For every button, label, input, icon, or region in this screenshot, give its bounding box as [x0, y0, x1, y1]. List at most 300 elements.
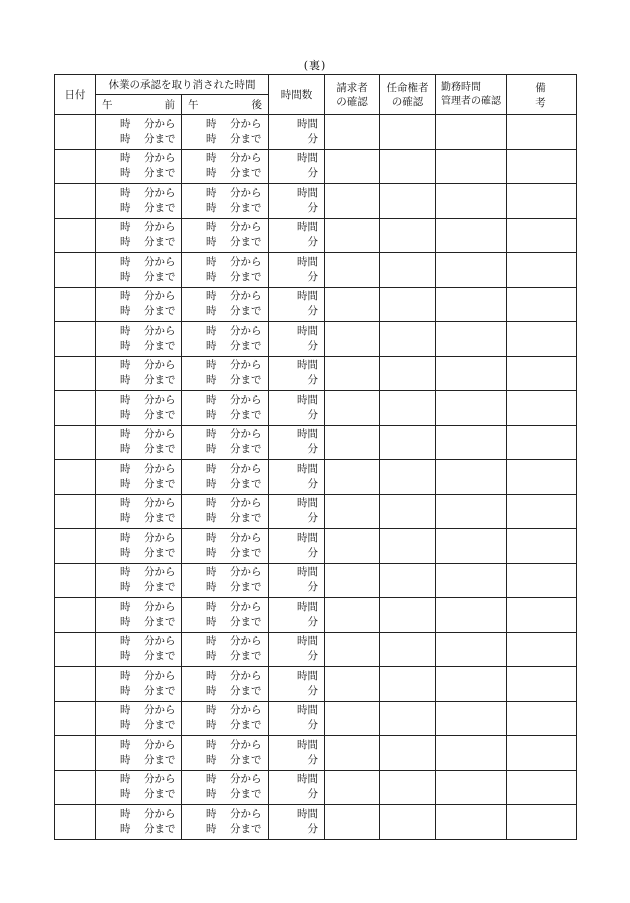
manager-confirm-cell[interactable] — [436, 667, 507, 702]
hours-cell[interactable] — [269, 184, 325, 219]
pm-to-hour-label: 時 — [206, 305, 217, 318]
appointer-confirm-cell[interactable] — [380, 184, 436, 219]
pm-from-hour-label: 時 — [206, 117, 217, 130]
am-time-cell[interactable] — [96, 356, 182, 391]
table-row — [55, 218, 577, 253]
am-from-label: 分から — [144, 669, 176, 682]
am-to-hour-label: 時 — [120, 167, 131, 180]
minutes-unit-label: 分 — [307, 822, 318, 835]
minutes-unit-label: 分 — [307, 167, 318, 180]
date-cell[interactable] — [55, 115, 96, 150]
hours-unit-label: 時間 — [297, 807, 318, 820]
pm-time-cell[interactable] — [182, 563, 269, 598]
am-time-cell[interactable] — [96, 805, 182, 840]
am-time-cell[interactable] — [96, 287, 182, 322]
manager-confirm-cell[interactable] — [436, 356, 507, 391]
appointer-confirm-cell[interactable] — [380, 529, 436, 564]
page-back-mark: (裏) — [303, 59, 327, 72]
remarks-cell[interactable] — [507, 253, 577, 288]
am-time-cell[interactable] — [96, 184, 182, 219]
manager-confirm-cell[interactable] — [436, 494, 507, 529]
am-from-hour-label: 時 — [120, 186, 131, 199]
pm-to-hour-label: 時 — [206, 339, 217, 352]
am-from-hour-label: 時 — [120, 704, 131, 717]
pm-time-cell[interactable] — [182, 529, 269, 564]
remarks-cell[interactable] — [507, 425, 577, 460]
table-row — [55, 253, 577, 288]
am-to-label: 分まで — [144, 305, 176, 318]
am-to-hour-label: 時 — [120, 443, 131, 456]
am-time-cell[interactable] — [96, 322, 182, 357]
manager-confirm-cell[interactable] — [436, 632, 507, 667]
manager-confirm-cell[interactable] — [436, 253, 507, 288]
appointer-confirm-cell[interactable] — [380, 356, 436, 391]
manager-confirm-cell[interactable] — [436, 736, 507, 771]
manager-confirm-cell[interactable] — [436, 218, 507, 253]
am-from-label: 分から — [144, 221, 176, 234]
requester-confirm-cell[interactable] — [325, 149, 380, 184]
manager-confirm-cell[interactable] — [436, 529, 507, 564]
hours-cell[interactable] — [269, 770, 325, 805]
pm-from-label: 分から — [230, 221, 262, 234]
am-to-label: 分まで — [144, 753, 176, 766]
am-to-hour-label: 時 — [120, 339, 131, 352]
remarks-cell[interactable] — [507, 460, 577, 495]
appointer-confirm-cell[interactable] — [380, 632, 436, 667]
am-time-cell[interactable] — [96, 736, 182, 771]
pm-to-label: 分まで — [230, 477, 262, 490]
am-time-cell[interactable] — [96, 598, 182, 633]
date-cell[interactable] — [55, 701, 96, 736]
table-row — [55, 598, 577, 633]
pm-to-label: 分まで — [230, 650, 262, 663]
pm-from-hour-label: 時 — [206, 704, 217, 717]
pm-time-cell[interactable] — [182, 253, 269, 288]
remarks-cell[interactable] — [507, 529, 577, 564]
pm-to-hour-label: 時 — [206, 408, 217, 421]
date-cell[interactable] — [55, 460, 96, 495]
header-pm — [182, 95, 269, 115]
date-cell[interactable] — [55, 770, 96, 805]
minutes-unit-label: 分 — [307, 581, 318, 594]
am-time-cell[interactable] — [96, 460, 182, 495]
table-row — [55, 667, 577, 702]
pm-from-hour-label: 時 — [206, 221, 217, 234]
requester-confirm-cell[interactable] — [325, 563, 380, 598]
date-cell[interactable] — [55, 805, 96, 840]
hours-cell[interactable] — [269, 805, 325, 840]
am-to-hour-label: 時 — [120, 236, 131, 249]
am-to-hour-label: 時 — [120, 788, 131, 801]
manager-confirm-cell[interactable] — [436, 115, 507, 150]
am-to-label: 分まで — [144, 374, 176, 387]
pm-to-hour-label: 時 — [206, 753, 217, 766]
date-cell[interactable] — [55, 287, 96, 322]
requester-confirm-cell[interactable] — [325, 218, 380, 253]
manager-confirm-cell[interactable] — [436, 701, 507, 736]
pm-from-label: 分から — [230, 290, 262, 303]
pm-to-label: 分まで — [230, 719, 262, 732]
hours-cell[interactable] — [269, 529, 325, 564]
appointer-confirm-cell[interactable] — [380, 425, 436, 460]
pm-to-label: 分まで — [230, 201, 262, 214]
appointer-confirm-cell[interactable] — [380, 115, 436, 150]
appointer-confirm-cell[interactable] — [380, 494, 436, 529]
am-time-cell[interactable] — [96, 529, 182, 564]
pm-time-cell[interactable] — [182, 598, 269, 633]
am-to-label: 分まで — [144, 822, 176, 835]
hours-cell[interactable] — [269, 563, 325, 598]
appointer-confirm-cell[interactable] — [380, 287, 436, 322]
am-from-hour-label: 時 — [120, 324, 131, 337]
hours-cell[interactable] — [269, 632, 325, 667]
hours-cell[interactable] — [269, 218, 325, 253]
requester-confirm-cell[interactable] — [325, 770, 380, 805]
pm-from-hour-label: 時 — [206, 635, 217, 648]
pm-to-label: 分まで — [230, 132, 262, 145]
appointer-confirm-cell[interactable] — [380, 667, 436, 702]
remarks-cell[interactable] — [507, 770, 577, 805]
pm-to-hour-label: 時 — [206, 581, 217, 594]
date-cell[interactable] — [55, 391, 96, 426]
date-cell[interactable] — [55, 529, 96, 564]
table-row — [55, 149, 577, 184]
cancellation-record-table — [54, 74, 577, 840]
requester-confirm-cell[interactable] — [325, 391, 380, 426]
manager-confirm-cell[interactable] — [436, 287, 507, 322]
pm-to-hour-label: 時 — [206, 374, 217, 387]
table-row — [55, 425, 577, 460]
pm-from-label: 分から — [230, 773, 262, 786]
minutes-unit-label: 分 — [307, 443, 318, 456]
minutes-unit-label: 分 — [307, 650, 318, 663]
hours-unit-label: 時間 — [297, 600, 318, 613]
date-cell[interactable] — [55, 667, 96, 702]
pm-to-label: 分まで — [230, 546, 262, 559]
pm-to-label: 分まで — [230, 512, 262, 525]
am-to-hour-label: 時 — [120, 132, 131, 145]
hours-unit-label: 時間 — [297, 152, 318, 165]
am-time-cell[interactable] — [96, 149, 182, 184]
remarks-cell[interactable] — [507, 701, 577, 736]
hours-cell[interactable] — [269, 322, 325, 357]
table-row — [55, 287, 577, 322]
pm-from-hour-label: 時 — [206, 600, 217, 613]
pm-to-hour-label: 時 — [206, 546, 217, 559]
date-cell[interactable] — [55, 184, 96, 219]
pm-time-cell[interactable] — [182, 701, 269, 736]
am-from-hour-label: 時 — [120, 807, 131, 820]
manager-confirm-cell[interactable] — [436, 425, 507, 460]
pm-time-cell[interactable] — [182, 632, 269, 667]
hours-unit-label: 時間 — [297, 773, 318, 786]
pm-to-label: 分まで — [230, 753, 262, 766]
hours-unit-label: 時間 — [297, 462, 318, 475]
pm-to-label: 分まで — [230, 822, 262, 835]
am-time-cell[interactable] — [96, 218, 182, 253]
pm-to-hour-label: 時 — [206, 822, 217, 835]
pm-to-label: 分まで — [230, 339, 262, 352]
requester-confirm-cell[interactable] — [325, 253, 380, 288]
appointer-confirm-cell[interactable] — [380, 149, 436, 184]
manager-confirm-cell[interactable] — [436, 322, 507, 357]
header-am-left: 午 — [102, 99, 113, 111]
pm-time-cell[interactable] — [182, 218, 269, 253]
requester-confirm-cell[interactable] — [325, 184, 380, 219]
am-from-label: 分から — [144, 393, 176, 406]
pm-time-cell[interactable] — [182, 287, 269, 322]
am-to-hour-label: 時 — [120, 581, 131, 594]
pm-from-hour-label: 時 — [206, 186, 217, 199]
pm-to-label: 分まで — [230, 615, 262, 628]
manager-confirm-cell[interactable] — [436, 184, 507, 219]
am-to-label: 分まで — [144, 236, 176, 249]
header-appointer-line2: の確認 — [391, 95, 424, 108]
pm-time-cell[interactable] — [182, 425, 269, 460]
requester-confirm-cell[interactable] — [325, 598, 380, 633]
date-cell[interactable] — [55, 632, 96, 667]
minutes-unit-label: 分 — [307, 753, 318, 766]
am-to-label: 分まで — [144, 201, 176, 214]
am-from-label: 分から — [144, 704, 176, 717]
hours-cell[interactable] — [269, 460, 325, 495]
hours-unit-label: 時間 — [297, 290, 318, 303]
date-cell[interactable] — [55, 322, 96, 357]
header-cancelled-time: 休業の承認を取り消された時間 — [96, 75, 269, 95]
pm-from-label: 分から — [230, 635, 262, 648]
am-time-cell[interactable] — [96, 494, 182, 529]
remarks-cell[interactable] — [507, 736, 577, 771]
appointer-confirm-cell[interactable] — [380, 322, 436, 357]
am-time-cell[interactable] — [96, 425, 182, 460]
remarks-cell[interactable] — [507, 218, 577, 253]
pm-from-label: 分から — [230, 704, 262, 717]
header-pm-right: 後 — [251, 99, 262, 111]
pm-time-cell[interactable] — [182, 805, 269, 840]
pm-from-label: 分から — [230, 531, 262, 544]
date-cell[interactable] — [55, 149, 96, 184]
pm-from-label: 分から — [230, 324, 262, 337]
am-from-label: 分から — [144, 428, 176, 441]
requester-confirm-cell[interactable] — [325, 494, 380, 529]
am-from-label: 分から — [144, 497, 176, 510]
header-manager-confirm — [436, 75, 507, 115]
am-to-label: 分まで — [144, 167, 176, 180]
remarks-cell[interactable] — [507, 667, 577, 702]
hours-cell[interactable] — [269, 391, 325, 426]
pm-to-label: 分まで — [230, 581, 262, 594]
pm-from-label: 分から — [230, 152, 262, 165]
manager-confirm-cell[interactable] — [436, 460, 507, 495]
pm-to-hour-label: 時 — [206, 236, 217, 249]
am-to-label: 分まで — [144, 132, 176, 145]
pm-time-cell[interactable] — [182, 115, 269, 150]
pm-from-hour-label: 時 — [206, 290, 217, 303]
header-remarks: 備考 — [507, 75, 577, 115]
header-pm-left: 午 — [188, 99, 199, 111]
date-cell[interactable] — [55, 253, 96, 288]
requester-confirm-cell[interactable] — [325, 460, 380, 495]
remarks-cell[interactable] — [507, 149, 577, 184]
appointer-confirm-cell[interactable] — [380, 391, 436, 426]
am-time-cell[interactable] — [96, 253, 182, 288]
appointer-confirm-cell[interactable] — [380, 598, 436, 633]
header-requester-confirm — [325, 75, 380, 115]
am-to-label: 分まで — [144, 788, 176, 801]
table-row — [55, 115, 577, 150]
appointer-confirm-cell[interactable] — [380, 218, 436, 253]
am-time-cell[interactable] — [96, 667, 182, 702]
requester-confirm-cell[interactable] — [325, 529, 380, 564]
appointer-confirm-cell[interactable] — [380, 701, 436, 736]
hours-cell[interactable] — [269, 149, 325, 184]
am-from-hour-label: 時 — [120, 393, 131, 406]
am-to-hour-label: 時 — [120, 270, 131, 283]
table-row — [55, 322, 577, 357]
am-from-label: 分から — [144, 738, 176, 751]
appointer-confirm-cell[interactable] — [380, 563, 436, 598]
pm-time-cell[interactable] — [182, 770, 269, 805]
remarks-cell[interactable] — [507, 287, 577, 322]
remarks-cell[interactable] — [507, 563, 577, 598]
am-to-label: 分まで — [144, 477, 176, 490]
minutes-unit-label: 分 — [307, 546, 318, 559]
pm-time-cell[interactable] — [182, 391, 269, 426]
remarks-cell[interactable] — [507, 632, 577, 667]
requester-confirm-cell[interactable] — [325, 736, 380, 771]
remarks-cell[interactable] — [507, 184, 577, 219]
am-time-cell[interactable] — [96, 701, 182, 736]
hours-cell[interactable] — [269, 253, 325, 288]
header-manager-line2: 管理者の確認 — [441, 95, 501, 107]
minutes-unit-label: 分 — [307, 512, 318, 525]
pm-from-hour-label: 時 — [206, 566, 217, 579]
manager-confirm-cell[interactable] — [436, 770, 507, 805]
hours-cell[interactable] — [269, 701, 325, 736]
requester-confirm-cell[interactable] — [325, 632, 380, 667]
requester-confirm-cell[interactable] — [325, 115, 380, 150]
pm-to-hour-label: 時 — [206, 477, 217, 490]
hours-unit-label: 時間 — [297, 704, 318, 717]
pm-time-cell[interactable] — [182, 356, 269, 391]
minutes-unit-label: 分 — [307, 788, 318, 801]
manager-confirm-cell[interactable] — [436, 598, 507, 633]
manager-confirm-cell[interactable] — [436, 805, 507, 840]
pm-from-hour-label: 時 — [206, 738, 217, 751]
hours-unit-label: 時間 — [297, 428, 318, 441]
requester-confirm-cell[interactable] — [325, 287, 380, 322]
hours-unit-label: 時間 — [297, 669, 318, 682]
am-from-label: 分から — [144, 290, 176, 303]
hours-cell[interactable] — [269, 425, 325, 460]
hours-cell[interactable] — [269, 598, 325, 633]
date-cell[interactable] — [55, 563, 96, 598]
pm-to-label: 分まで — [230, 236, 262, 249]
manager-confirm-cell[interactable] — [436, 391, 507, 426]
pm-time-cell[interactable] — [182, 184, 269, 219]
am-to-hour-label: 時 — [120, 546, 131, 559]
requester-confirm-cell[interactable] — [325, 322, 380, 357]
remarks-cell[interactable] — [507, 115, 577, 150]
pm-time-cell[interactable] — [182, 494, 269, 529]
pm-time-cell[interactable] — [182, 460, 269, 495]
manager-confirm-cell[interactable] — [436, 563, 507, 598]
hours-cell[interactable] — [269, 287, 325, 322]
requester-confirm-cell[interactable] — [325, 805, 380, 840]
pm-from-hour-label: 時 — [206, 807, 217, 820]
pm-time-cell[interactable] — [182, 149, 269, 184]
appointer-confirm-cell[interactable] — [380, 736, 436, 771]
header-date: 日付 — [55, 75, 96, 115]
pm-from-hour-label: 時 — [206, 324, 217, 337]
am-from-label: 分から — [144, 152, 176, 165]
appointer-confirm-cell[interactable] — [380, 805, 436, 840]
hours-cell[interactable] — [269, 115, 325, 150]
date-cell[interactable] — [55, 736, 96, 771]
hours-cell[interactable] — [269, 667, 325, 702]
table-row — [55, 529, 577, 564]
remarks-cell[interactable] — [507, 356, 577, 391]
am-time-cell[interactable] — [96, 115, 182, 150]
am-from-label: 分から — [144, 531, 176, 544]
requester-confirm-cell[interactable] — [325, 356, 380, 391]
pm-to-hour-label: 時 — [206, 167, 217, 180]
am-from-label: 分から — [144, 635, 176, 648]
hours-cell[interactable] — [269, 736, 325, 771]
appointer-confirm-cell[interactable] — [380, 253, 436, 288]
hours-unit-label: 時間 — [297, 186, 318, 199]
remarks-cell[interactable] — [507, 598, 577, 633]
pm-to-hour-label: 時 — [206, 201, 217, 214]
pm-time-cell[interactable] — [182, 736, 269, 771]
requester-confirm-cell[interactable] — [325, 701, 380, 736]
remarks-cell[interactable] — [507, 322, 577, 357]
am-time-cell[interactable] — [96, 770, 182, 805]
remarks-cell[interactable] — [507, 494, 577, 529]
header-appointer-line1: 任命権者 — [386, 81, 429, 94]
requester-confirm-cell[interactable] — [325, 667, 380, 702]
am-from-label: 分から — [144, 255, 176, 268]
hours-cell[interactable] — [269, 356, 325, 391]
date-cell[interactable] — [55, 598, 96, 633]
requester-confirm-cell[interactable] — [325, 425, 380, 460]
am-time-cell[interactable] — [96, 563, 182, 598]
pm-time-cell[interactable] — [182, 667, 269, 702]
am-from-label: 分から — [144, 324, 176, 337]
date-cell[interactable] — [55, 356, 96, 391]
table-row — [55, 770, 577, 805]
date-cell[interactable] — [55, 218, 96, 253]
appointer-confirm-cell[interactable] — [380, 460, 436, 495]
am-time-cell[interactable] — [96, 391, 182, 426]
date-cell[interactable] — [55, 425, 96, 460]
pm-from-label: 分から — [230, 738, 262, 751]
am-from-hour-label: 時 — [120, 635, 131, 648]
hours-cell[interactable] — [269, 494, 325, 529]
am-time-cell[interactable] — [96, 632, 182, 667]
am-to-label: 分まで — [144, 684, 176, 697]
manager-confirm-cell[interactable] — [436, 149, 507, 184]
date-cell[interactable] — [55, 494, 96, 529]
table-row — [55, 460, 577, 495]
pm-to-hour-label: 時 — [206, 650, 217, 663]
pm-to-hour-label: 時 — [206, 512, 217, 525]
appointer-confirm-cell[interactable] — [380, 770, 436, 805]
pm-time-cell[interactable] — [182, 322, 269, 357]
remarks-cell[interactable] — [507, 805, 577, 840]
am-from-hour-label: 時 — [120, 600, 131, 613]
remarks-cell[interactable] — [507, 391, 577, 426]
